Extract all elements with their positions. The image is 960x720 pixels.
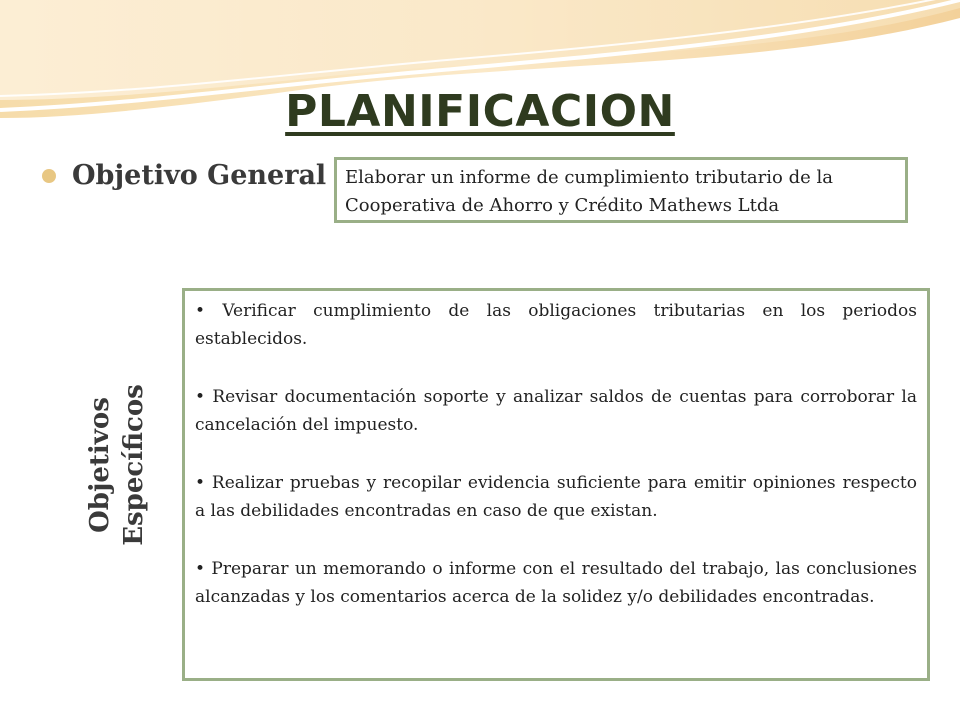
specific-objective-item: • Verificar cumplimiento de las obligaciones tributarias en los periodos establecidos.	[195, 301, 918, 349]
specific-label-line2: Específicos	[119, 384, 149, 546]
specific-objective-text: Preparar un memorando o informe con el resultado del trabajo, las conclusiones alcanzadas y los comentarios acerca de la solidez y/o debilidades encontradas.	[195, 559, 917, 607]
specific-objective-text: Revisar documentación soporte y analizar saldos de cuentas para corroborar la cancelación del impuesto.	[195, 387, 917, 435]
specific-objective-text: Realizar pruebas y recopilar evidencia suficiente para emitir opiniones respecto a las debilidades encontradas en caso de que existan.	[195, 473, 917, 521]
bullet-icon	[42, 169, 56, 183]
specific-objective-item: • Revisar documentación soporte y analizar saldos de cuentas para corroborar la cancelación del impuesto.	[195, 387, 917, 435]
specific-objectives-label	[77, 380, 157, 550]
general-objective-box: Elaborar un informe de cumplimiento tributario de la Cooperativa de Ahorro y Crédito Mathews Ltda	[334, 157, 908, 223]
general-objective-label: Objetivo General	[72, 160, 327, 191]
specific-objectives-box	[182, 288, 930, 681]
general-objective-row	[42, 160, 326, 191]
slide-title: PLANIFICACION	[285, 86, 675, 137]
specific-label-line1: Objetivos	[85, 397, 115, 533]
specific-objective-item: • Realizar pruebas y recopilar evidencia suficiente para emitir opiniones respecto a las debilidades encontradas en caso de que existan.	[195, 473, 917, 521]
specific-objective-item: • Preparar un memorando o informe con el resultado del trabajo, las conclusiones alcanzadas y los comentarios acerca de la solidez y/o debilidades encontradas.	[195, 559, 917, 607]
specific-objective-text: Verificar cumplimiento de las obligaciones tributarias en los periodos establecidos.	[195, 301, 918, 349]
